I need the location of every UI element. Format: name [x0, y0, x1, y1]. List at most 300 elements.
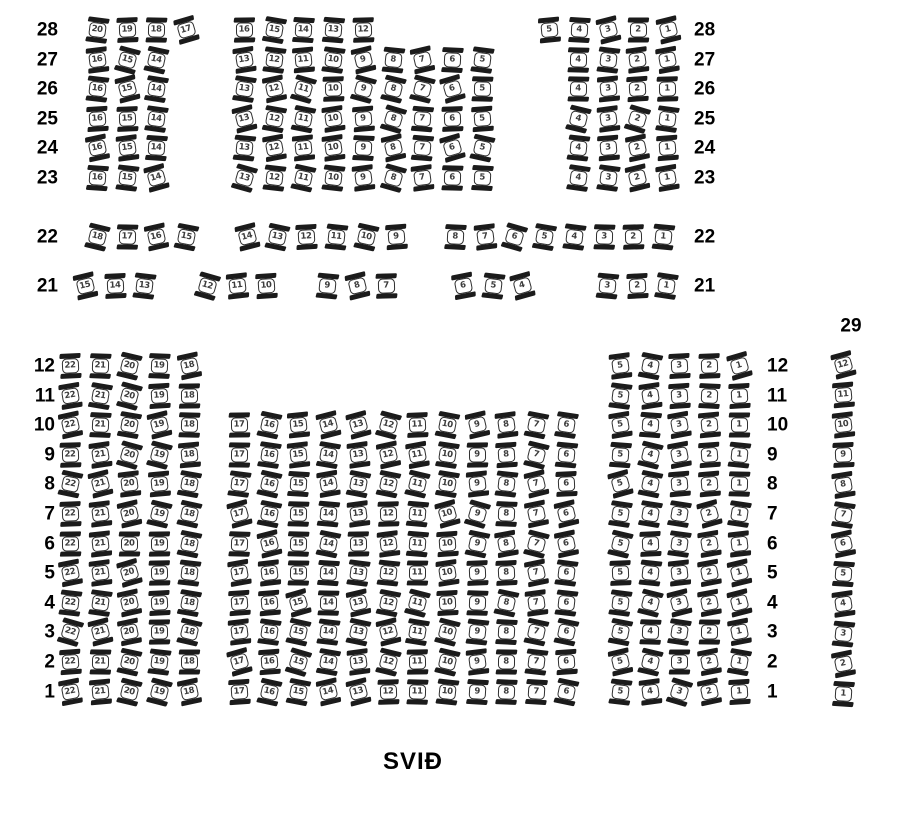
- seat-4-10[interactable]: [435, 590, 458, 616]
- seat-28-5[interactable]: [537, 17, 561, 44]
- seat-7-5[interactable]: [607, 500, 632, 528]
- seat-24-7[interactable]: [410, 135, 434, 162]
- seat-28-19[interactable]: [115, 17, 138, 43]
- seat-8-14[interactable]: [315, 470, 341, 498]
- seat-9-8[interactable]: [494, 442, 518, 468]
- seat-28-17[interactable]: [172, 15, 200, 45]
- seat-1-12[interactable]: [376, 679, 399, 705]
- seat-5-1[interactable]: [725, 558, 752, 587]
- seat-2-11[interactable]: [406, 649, 428, 674]
- seat-22-9[interactable]: [384, 224, 408, 251]
- seat-6-16[interactable]: [255, 529, 282, 559]
- seat-1-13[interactable]: [344, 677, 371, 707]
- seat-22-17[interactable]: [115, 224, 137, 249]
- seat-1-14[interactable]: [315, 677, 342, 706]
- seat-9-14[interactable]: [315, 441, 341, 469]
- seat-6-7[interactable]: [522, 529, 549, 559]
- seat-8-3[interactable]: [667, 471, 691, 498]
- seat-9-11[interactable]: [404, 441, 430, 470]
- seat-5-8[interactable]: [495, 560, 518, 586]
- seat-11-22[interactable]: [57, 382, 83, 410]
- seat-10-15[interactable]: [286, 411, 310, 438]
- seat-25-14[interactable]: [144, 105, 169, 133]
- seat-21-14[interactable]: [103, 273, 126, 299]
- seat-6-20[interactable]: [118, 531, 140, 556]
- seat-29-10[interactable]: [831, 411, 856, 438]
- seat-9-13[interactable]: [345, 441, 370, 469]
- seat-5-4[interactable]: [637, 559, 661, 586]
- seat-2-20[interactable]: [116, 647, 143, 676]
- seat-5-12[interactable]: [375, 559, 399, 586]
- seat-23-5[interactable]: [470, 165, 493, 191]
- seat-5-17[interactable]: [226, 559, 252, 587]
- seat-25-16[interactable]: [85, 106, 109, 132]
- seat-26-16[interactable]: [85, 75, 110, 102]
- seat-11-1[interactable]: [727, 383, 750, 409]
- seat-24-15[interactable]: [114, 134, 139, 162]
- seat-29-9[interactable]: [831, 442, 854, 468]
- seat-7-16[interactable]: [256, 500, 282, 529]
- seat-25-4[interactable]: [564, 104, 591, 133]
- seat-3-20[interactable]: [116, 618, 143, 647]
- seat-1-18[interactable]: [175, 677, 202, 706]
- seat-22-3[interactable]: [592, 224, 615, 250]
- seat-2-4[interactable]: [636, 647, 663, 676]
- seat-10-14[interactable]: [314, 410, 342, 440]
- seat-24-13[interactable]: [232, 135, 256, 162]
- seat-6-19[interactable]: [148, 531, 170, 556]
- seat-23-2[interactable]: [624, 163, 651, 192]
- seat-8-13[interactable]: [345, 470, 371, 499]
- seat-8-18[interactable]: [176, 470, 202, 498]
- seat-22-10[interactable]: [352, 222, 379, 251]
- seat-27-12[interactable]: [261, 46, 286, 74]
- seat-21-8[interactable]: [343, 271, 370, 301]
- seat-22-2[interactable]: [622, 224, 645, 250]
- seat-27-4[interactable]: [567, 47, 590, 72]
- seat-6-17[interactable]: [228, 531, 251, 557]
- seat-21-11[interactable]: [224, 272, 249, 299]
- seat-22-12[interactable]: [295, 224, 318, 250]
- seat-5-15[interactable]: [287, 560, 309, 585]
- seat-3-19[interactable]: [148, 619, 170, 644]
- seat-6-6[interactable]: [552, 529, 579, 558]
- seat-12-3[interactable]: [668, 353, 691, 379]
- seat-5-7[interactable]: [523, 559, 550, 588]
- seat-8-9[interactable]: [464, 470, 489, 497]
- seat-23-16[interactable]: [85, 165, 109, 191]
- seat-25-2[interactable]: [623, 104, 651, 134]
- seat-6-22[interactable]: [59, 531, 81, 556]
- seat-5-14[interactable]: [316, 560, 340, 586]
- seat-8-7[interactable]: [522, 469, 549, 499]
- seat-8-2[interactable]: [697, 471, 721, 498]
- seat-4-12[interactable]: [374, 589, 400, 618]
- seat-1-5[interactable]: [608, 678, 633, 705]
- seat-4-22[interactable]: [58, 589, 83, 616]
- seat-10-21[interactable]: [88, 412, 111, 438]
- seat-5-21[interactable]: [87, 559, 112, 587]
- seat-28-12[interactable]: [351, 17, 374, 43]
- seat-28-4[interactable]: [567, 17, 590, 43]
- seat-2-6[interactable]: [554, 649, 578, 675]
- seat-9-12[interactable]: [374, 440, 401, 469]
- seat-1-8[interactable]: [495, 679, 518, 705]
- seat-24-12[interactable]: [261, 134, 287, 163]
- seat-25-12[interactable]: [261, 105, 287, 133]
- seat-3-9[interactable]: [464, 618, 488, 645]
- seat-7-14[interactable]: [316, 501, 340, 528]
- seat-7-19[interactable]: [146, 499, 173, 528]
- seat-2-3[interactable]: [668, 650, 690, 675]
- seat-5-5[interactable]: [609, 560, 632, 586]
- seat-3-1[interactable]: [726, 618, 752, 647]
- seat-8-17[interactable]: [227, 470, 252, 498]
- seat-3-4[interactable]: [638, 619, 661, 645]
- seat-4-20[interactable]: [116, 588, 143, 617]
- seat-11-3[interactable]: [668, 383, 692, 409]
- seat-4-17[interactable]: [227, 590, 251, 616]
- seat-6-4[interactable]: [638, 531, 661, 557]
- seat-7-13[interactable]: [345, 500, 370, 528]
- seat-2-5[interactable]: [606, 647, 633, 676]
- seat-23-14[interactable]: [142, 163, 170, 193]
- seat-9-5[interactable]: [608, 442, 632, 469]
- seat-29-4[interactable]: [830, 590, 855, 618]
- seat-29-1[interactable]: [831, 681, 855, 707]
- seat-27-13[interactable]: [231, 46, 257, 74]
- seat-23-8[interactable]: [379, 163, 407, 193]
- seat-7-12[interactable]: [376, 501, 399, 527]
- seat-9-1[interactable]: [727, 441, 751, 468]
- seat-9-19[interactable]: [145, 440, 173, 470]
- seat-1-4[interactable]: [637, 678, 662, 706]
- seat-29-3[interactable]: [831, 621, 855, 648]
- seat-11-2[interactable]: [697, 383, 720, 409]
- seat-7-10[interactable]: [433, 499, 461, 529]
- seat-8-10[interactable]: [434, 470, 460, 498]
- seat-6-15[interactable]: [287, 531, 310, 557]
- seat-25-7[interactable]: [410, 106, 434, 133]
- seat-2-7[interactable]: [524, 648, 549, 675]
- seat-26-1[interactable]: [656, 76, 679, 102]
- seat-21-1[interactable]: [654, 272, 679, 300]
- seat-25-15[interactable]: [115, 106, 138, 132]
- seat-4-2[interactable]: [696, 589, 722, 618]
- seat-5-9[interactable]: [465, 560, 488, 586]
- seat-22-5[interactable]: [531, 223, 557, 251]
- seat-4-21[interactable]: [87, 589, 112, 617]
- seat-10-2[interactable]: [697, 412, 721, 439]
- seat-2-2[interactable]: [696, 648, 722, 677]
- seat-9-21[interactable]: [87, 441, 112, 469]
- seat-24-3[interactable]: [596, 135, 620, 162]
- seat-6-2[interactable]: [696, 530, 722, 558]
- seat-3-21[interactable]: [86, 617, 114, 647]
- seat-25-5[interactable]: [470, 106, 494, 133]
- seat-2-21[interactable]: [89, 649, 111, 674]
- seat-28-2[interactable]: [627, 17, 649, 42]
- seat-10-5[interactable]: [607, 411, 633, 439]
- seat-6-11[interactable]: [405, 531, 429, 558]
- seat-22-1[interactable]: [651, 224, 675, 251]
- seat-27-3[interactable]: [595, 46, 620, 73]
- seat-21-3[interactable]: [595, 273, 619, 300]
- seat-3-18[interactable]: [175, 617, 202, 646]
- seat-7-20[interactable]: [116, 499, 143, 528]
- seat-26-11[interactable]: [289, 74, 317, 104]
- seat-7-18[interactable]: [175, 499, 202, 528]
- seat-10-19[interactable]: [145, 410, 172, 440]
- seat-25-6[interactable]: [440, 106, 463, 132]
- seat-1-1[interactable]: [727, 679, 750, 705]
- seat-21-12[interactable]: [193, 271, 221, 301]
- seat-5-16[interactable]: [256, 559, 281, 586]
- seat-7-17[interactable]: [225, 499, 253, 529]
- seat-12-5[interactable]: [607, 352, 632, 380]
- seat-21-10[interactable]: [255, 273, 279, 299]
- seat-11-5[interactable]: [608, 382, 633, 410]
- seat-10-6[interactable]: [553, 411, 578, 439]
- seat-2-12[interactable]: [374, 647, 401, 676]
- seat-6-10[interactable]: [435, 531, 459, 557]
- seat-29-7[interactable]: [830, 501, 855, 529]
- seat-28-1[interactable]: [654, 15, 681, 45]
- seat-12-22[interactable]: [58, 353, 81, 379]
- seat-21-6[interactable]: [450, 272, 476, 301]
- seat-4-19[interactable]: [147, 590, 170, 616]
- seat-8-6[interactable]: [554, 471, 577, 497]
- seat-26-15[interactable]: [113, 74, 141, 104]
- seat-7-9[interactable]: [463, 499, 491, 529]
- seat-1-11[interactable]: [406, 679, 429, 705]
- seat-3-12[interactable]: [374, 617, 401, 647]
- seat-27-6[interactable]: [440, 47, 463, 73]
- seat-9-4[interactable]: [636, 440, 663, 469]
- seat-8-22[interactable]: [57, 470, 84, 499]
- seat-12-18[interactable]: [175, 351, 202, 380]
- seat-8-11[interactable]: [404, 469, 431, 498]
- seat-7-22[interactable]: [58, 501, 81, 527]
- seat-5-10[interactable]: [434, 559, 460, 587]
- seat-4-9[interactable]: [465, 590, 488, 616]
- seat-8-19[interactable]: [147, 471, 171, 498]
- seat-3-8[interactable]: [495, 619, 518, 645]
- seat-27-1[interactable]: [654, 46, 680, 75]
- seat-28-3[interactable]: [595, 15, 622, 45]
- seat-7-6[interactable]: [552, 499, 579, 528]
- seat-26-5[interactable]: [470, 76, 493, 102]
- seat-25-3[interactable]: [595, 105, 620, 133]
- seat-26-7[interactable]: [408, 74, 435, 104]
- seat-1-17[interactable]: [227, 679, 251, 705]
- seat-4-8[interactable]: [493, 589, 520, 618]
- seat-1-21[interactable]: [88, 679, 112, 706]
- seat-5-11[interactable]: [406, 560, 428, 585]
- seat-24-6[interactable]: [438, 133, 466, 163]
- seat-25-13[interactable]: [230, 104, 257, 134]
- seat-23-3[interactable]: [595, 164, 620, 192]
- seat-21-2[interactable]: [625, 273, 648, 299]
- seat-1-10[interactable]: [435, 678, 460, 705]
- seat-3-15[interactable]: [285, 617, 312, 646]
- seat-7-4[interactable]: [637, 500, 663, 528]
- seat-26-10[interactable]: [322, 76, 345, 102]
- seat-26-12[interactable]: [260, 74, 287, 103]
- seat-24-9[interactable]: [351, 135, 374, 161]
- seat-7-15[interactable]: [287, 501, 310, 527]
- seat-2-13[interactable]: [345, 648, 370, 676]
- seat-10-12[interactable]: [374, 410, 402, 440]
- seat-4-3[interactable]: [666, 588, 694, 618]
- seat-11-18[interactable]: [178, 383, 200, 408]
- seat-26-14[interactable]: [144, 75, 170, 103]
- seat-11-21[interactable]: [87, 382, 113, 410]
- seat-10-1[interactable]: [728, 412, 750, 437]
- seat-2-15[interactable]: [284, 647, 312, 677]
- seat-10-20[interactable]: [116, 411, 142, 439]
- seat-27-15[interactable]: [113, 45, 141, 75]
- seat-25-10[interactable]: [320, 105, 346, 133]
- seat-26-3[interactable]: [595, 75, 619, 102]
- seat-3-11[interactable]: [404, 618, 430, 646]
- seat-28-16[interactable]: [233, 17, 255, 42]
- seat-6-14[interactable]: [315, 530, 342, 559]
- seat-1-7[interactable]: [524, 679, 547, 705]
- seat-10-16[interactable]: [255, 410, 282, 439]
- seat-8-20[interactable]: [117, 470, 142, 498]
- seat-12-4[interactable]: [637, 352, 663, 381]
- seat-28-15[interactable]: [261, 16, 287, 44]
- seat-5-6[interactable]: [553, 559, 578, 586]
- seat-6-3[interactable]: [667, 530, 692, 558]
- seat-4-5[interactable]: [608, 589, 633, 617]
- seat-5-3[interactable]: [667, 559, 692, 586]
- seat-7-1[interactable]: [726, 500, 751, 528]
- seat-9-10[interactable]: [434, 441, 459, 469]
- seat-1-6[interactable]: [552, 678, 579, 707]
- seat-3-14[interactable]: [316, 618, 341, 645]
- seat-12-1[interactable]: [725, 351, 753, 381]
- seat-6-12[interactable]: [375, 530, 400, 558]
- seat-22-11[interactable]: [324, 223, 348, 250]
- seat-21-9[interactable]: [315, 272, 339, 299]
- seat-26-8[interactable]: [379, 74, 406, 103]
- seat-8-12[interactable]: [374, 470, 400, 499]
- seat-7-2[interactable]: [695, 499, 723, 529]
- seat-6-5[interactable]: [606, 529, 633, 558]
- seat-5-20[interactable]: [115, 558, 143, 588]
- seat-3-16[interactable]: [256, 618, 281, 646]
- seat-3-5[interactable]: [607, 618, 633, 647]
- seat-4-13[interactable]: [344, 588, 371, 617]
- seat-8-16[interactable]: [255, 469, 282, 498]
- seat-28-13[interactable]: [321, 17, 345, 44]
- seat-3-13[interactable]: [344, 618, 371, 647]
- seat-4-14[interactable]: [317, 590, 340, 615]
- seat-9-18[interactable]: [177, 442, 201, 469]
- seat-27-8[interactable]: [380, 46, 404, 73]
- seat-24-2[interactable]: [624, 134, 651, 163]
- seat-23-6[interactable]: [441, 165, 464, 191]
- seat-1-16[interactable]: [255, 677, 282, 706]
- seat-6-8[interactable]: [493, 530, 519, 559]
- seat-23-4[interactable]: [565, 164, 590, 192]
- seat-27-11[interactable]: [291, 47, 315, 74]
- seat-10-7[interactable]: [523, 411, 549, 440]
- seat-10-13[interactable]: [344, 410, 372, 440]
- seat-5-2[interactable]: [696, 559, 722, 588]
- seat-21-15[interactable]: [71, 271, 98, 300]
- seat-26-4[interactable]: [567, 76, 589, 101]
- seat-2-1[interactable]: [726, 648, 752, 676]
- seat-9-22[interactable]: [59, 442, 82, 468]
- seat-22-6[interactable]: [500, 222, 528, 252]
- seat-1-22[interactable]: [57, 678, 83, 707]
- seat-1-2[interactable]: [696, 678, 723, 707]
- seat-5-22[interactable]: [57, 559, 84, 588]
- seat-22-18[interactable]: [83, 222, 110, 251]
- seat-10-9[interactable]: [463, 410, 490, 439]
- seat-1-20[interactable]: [116, 677, 143, 706]
- seat-26-13[interactable]: [231, 75, 256, 103]
- seat-26-2[interactable]: [626, 76, 650, 102]
- seat-3-6[interactable]: [552, 618, 579, 647]
- seat-28-14[interactable]: [292, 17, 315, 43]
- seat-12-19[interactable]: [148, 353, 171, 379]
- seat-4-4[interactable]: [636, 588, 663, 618]
- seat-11-19[interactable]: [147, 383, 171, 409]
- seat-9-20[interactable]: [115, 440, 143, 470]
- seat-25-1[interactable]: [654, 105, 679, 133]
- seat-23-10[interactable]: [321, 164, 346, 191]
- seat-2-17[interactable]: [225, 647, 253, 677]
- seat-7-3[interactable]: [667, 500, 693, 528]
- seat-22-16[interactable]: [143, 222, 170, 251]
- seat-10-11[interactable]: [406, 412, 429, 438]
- seat-24-16[interactable]: [84, 133, 111, 162]
- seat-23-15[interactable]: [114, 164, 139, 191]
- seat-29-5[interactable]: [831, 561, 855, 587]
- seat-9-15[interactable]: [286, 441, 311, 468]
- seat-8-15[interactable]: [287, 471, 310, 497]
- seat-6-21[interactable]: [87, 530, 112, 557]
- seat-8-21[interactable]: [86, 469, 113, 499]
- seat-23-9[interactable]: [350, 164, 375, 192]
- seat-5-13[interactable]: [345, 559, 370, 587]
- seat-25-9[interactable]: [351, 106, 375, 133]
- seat-28-20[interactable]: [85, 16, 110, 44]
- seat-10-3[interactable]: [666, 411, 692, 440]
- seat-5-19[interactable]: [148, 560, 170, 585]
- seat-2-22[interactable]: [58, 649, 82, 676]
- seat-3-2[interactable]: [698, 619, 720, 644]
- seat-10-22[interactable]: [57, 410, 84, 439]
- seat-1-15[interactable]: [285, 678, 311, 707]
- seat-24-8[interactable]: [379, 133, 406, 162]
- seat-10-18[interactable]: [177, 412, 200, 438]
- seat-27-7[interactable]: [409, 45, 436, 74]
- seat-1-9[interactable]: [465, 679, 488, 705]
- seat-24-11[interactable]: [291, 134, 316, 161]
- seat-2-16[interactable]: [257, 649, 281, 676]
- seat-9-16[interactable]: [256, 441, 281, 469]
- seat-21-5[interactable]: [480, 272, 505, 299]
- seat-4-18[interactable]: [176, 589, 202, 617]
- seat-2-19[interactable]: [147, 648, 172, 675]
- seat-22-4[interactable]: [561, 223, 586, 250]
- seat-6-9[interactable]: [463, 530, 490, 559]
